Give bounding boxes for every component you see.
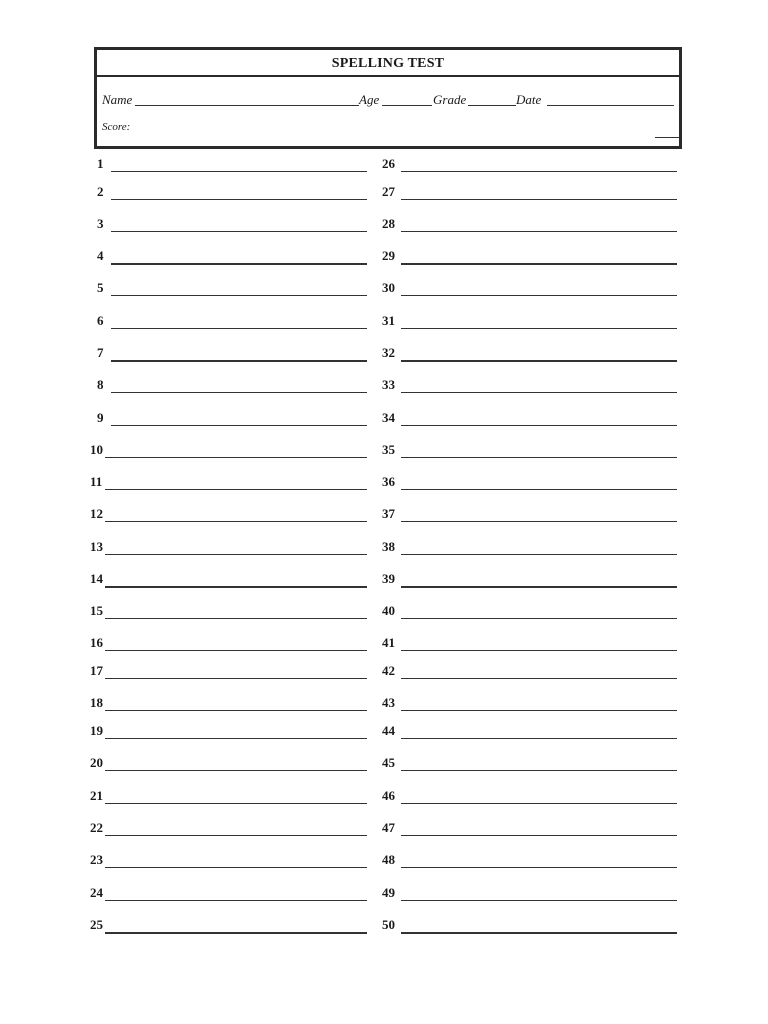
answer-line[interactable] — [105, 650, 367, 651]
item-number: 24 — [90, 885, 103, 900]
item-number: 35 — [382, 442, 395, 457]
item-number: 18 — [90, 695, 103, 710]
item-number: 31 — [382, 313, 395, 328]
answer-line[interactable] — [401, 932, 677, 934]
answer-line[interactable] — [401, 867, 677, 868]
item-number: 1 — [97, 156, 104, 171]
answer-line[interactable] — [401, 770, 677, 771]
answer-line[interactable] — [105, 770, 367, 771]
answer-line[interactable] — [111, 263, 367, 265]
item-number: 47 — [382, 820, 395, 835]
item-number: 29 — [382, 248, 395, 263]
item-number: 9 — [97, 410, 104, 425]
score-field[interactable] — [655, 137, 679, 138]
item-number: 39 — [382, 571, 395, 586]
item-number: 13 — [90, 539, 103, 554]
answer-line[interactable] — [111, 360, 367, 362]
answer-line[interactable] — [105, 489, 367, 490]
answer-line[interactable] — [401, 392, 677, 393]
answer-line[interactable] — [401, 425, 677, 426]
item-number: 36 — [382, 474, 395, 489]
item-number: 4 — [97, 248, 104, 263]
item-number: 11 — [90, 474, 103, 489]
answer-line[interactable] — [111, 295, 367, 296]
date-field[interactable] — [547, 105, 674, 106]
name-field[interactable] — [135, 105, 359, 106]
test-title: SPELLING TEST — [97, 50, 679, 77]
answer-line[interactable] — [401, 457, 677, 458]
item-number: 27 — [382, 184, 395, 199]
item-number: 6 — [97, 313, 104, 328]
answer-line[interactable] — [401, 650, 677, 651]
item-number: 3 — [97, 216, 104, 231]
answer-line[interactable] — [111, 328, 367, 329]
grade-field[interactable] — [468, 105, 516, 106]
answer-line[interactable] — [105, 457, 367, 458]
answer-line[interactable] — [401, 263, 677, 265]
answer-line[interactable] — [111, 171, 367, 172]
item-number: 5 — [97, 280, 104, 295]
answer-line[interactable] — [401, 521, 677, 522]
item-number: 8 — [97, 377, 104, 392]
answer-line[interactable] — [105, 618, 367, 619]
answer-line[interactable] — [111, 199, 367, 200]
item-number: 46 — [382, 788, 395, 803]
item-number: 26 — [382, 156, 395, 171]
answer-line[interactable] — [401, 835, 677, 836]
item-number: 49 — [382, 885, 395, 900]
item-number: 19 — [90, 723, 103, 738]
item-number: 41 — [382, 635, 395, 650]
answer-line[interactable] — [105, 900, 367, 901]
item-number: 38 — [382, 539, 395, 554]
answer-line[interactable] — [105, 835, 367, 836]
item-number: 45 — [382, 755, 395, 770]
item-number: 14 — [90, 571, 103, 586]
item-number: 7 — [97, 345, 104, 360]
item-number: 33 — [382, 377, 395, 392]
answer-line[interactable] — [105, 710, 367, 711]
name-label: Name — [102, 92, 133, 107]
item-number: 34 — [382, 410, 395, 425]
age-label: Age — [359, 92, 380, 107]
grade-label: Grade — [433, 92, 467, 107]
item-number: 21 — [90, 788, 103, 803]
item-number: 20 — [90, 755, 103, 770]
test-header-box — [94, 47, 682, 149]
answer-line[interactable] — [105, 586, 367, 588]
item-number: 43 — [382, 695, 395, 710]
answer-line[interactable] — [401, 231, 677, 232]
answer-line[interactable] — [105, 738, 367, 739]
answer-line[interactable] — [105, 932, 367, 934]
age-field[interactable] — [382, 105, 432, 106]
answer-line[interactable] — [401, 328, 677, 329]
item-number: 22 — [90, 820, 103, 835]
answer-line[interactable] — [401, 738, 677, 739]
answer-line[interactable] — [105, 521, 367, 522]
answer-line[interactable] — [111, 231, 367, 232]
answer-line[interactable] — [401, 803, 677, 804]
score-row — [97, 115, 679, 145]
date-label: Date — [516, 92, 542, 107]
answer-line[interactable] — [401, 678, 677, 679]
answer-line[interactable] — [401, 618, 677, 619]
item-number: 2 — [97, 184, 104, 199]
item-number: 10 — [90, 442, 103, 457]
item-number: 44 — [382, 723, 395, 738]
item-number: 40 — [382, 603, 395, 618]
answer-line[interactable] — [105, 803, 367, 804]
answer-line[interactable] — [401, 710, 677, 711]
answer-line[interactable] — [111, 425, 367, 426]
item-number: 50 — [382, 917, 395, 932]
answer-line[interactable] — [401, 295, 677, 296]
item-number: 28 — [382, 216, 395, 231]
answer-line[interactable] — [111, 392, 367, 393]
item-number: 37 — [382, 506, 395, 521]
answer-line[interactable] — [401, 171, 677, 172]
item-number: 48 — [382, 852, 395, 867]
answer-line[interactable] — [401, 900, 677, 901]
item-number: 12 — [90, 506, 103, 521]
item-number: 23 — [90, 852, 103, 867]
item-number: 25 — [90, 917, 103, 932]
item-number: 42 — [382, 663, 395, 678]
answer-line[interactable] — [401, 199, 677, 200]
answer-line[interactable] — [401, 489, 677, 490]
item-number: 15 — [90, 603, 103, 618]
answer-line[interactable] — [105, 678, 367, 679]
answer-line[interactable] — [401, 586, 677, 588]
answer-line[interactable] — [105, 554, 367, 555]
item-number: 16 — [90, 635, 103, 650]
item-number: 30 — [382, 280, 395, 295]
score-label: Score: — [102, 121, 131, 133]
item-number: 32 — [382, 345, 395, 360]
answer-line[interactable] — [401, 554, 677, 555]
answer-line[interactable] — [105, 867, 367, 868]
answer-line[interactable] — [401, 360, 677, 362]
student-info-row — [97, 77, 679, 115]
item-number: 17 — [90, 663, 103, 678]
